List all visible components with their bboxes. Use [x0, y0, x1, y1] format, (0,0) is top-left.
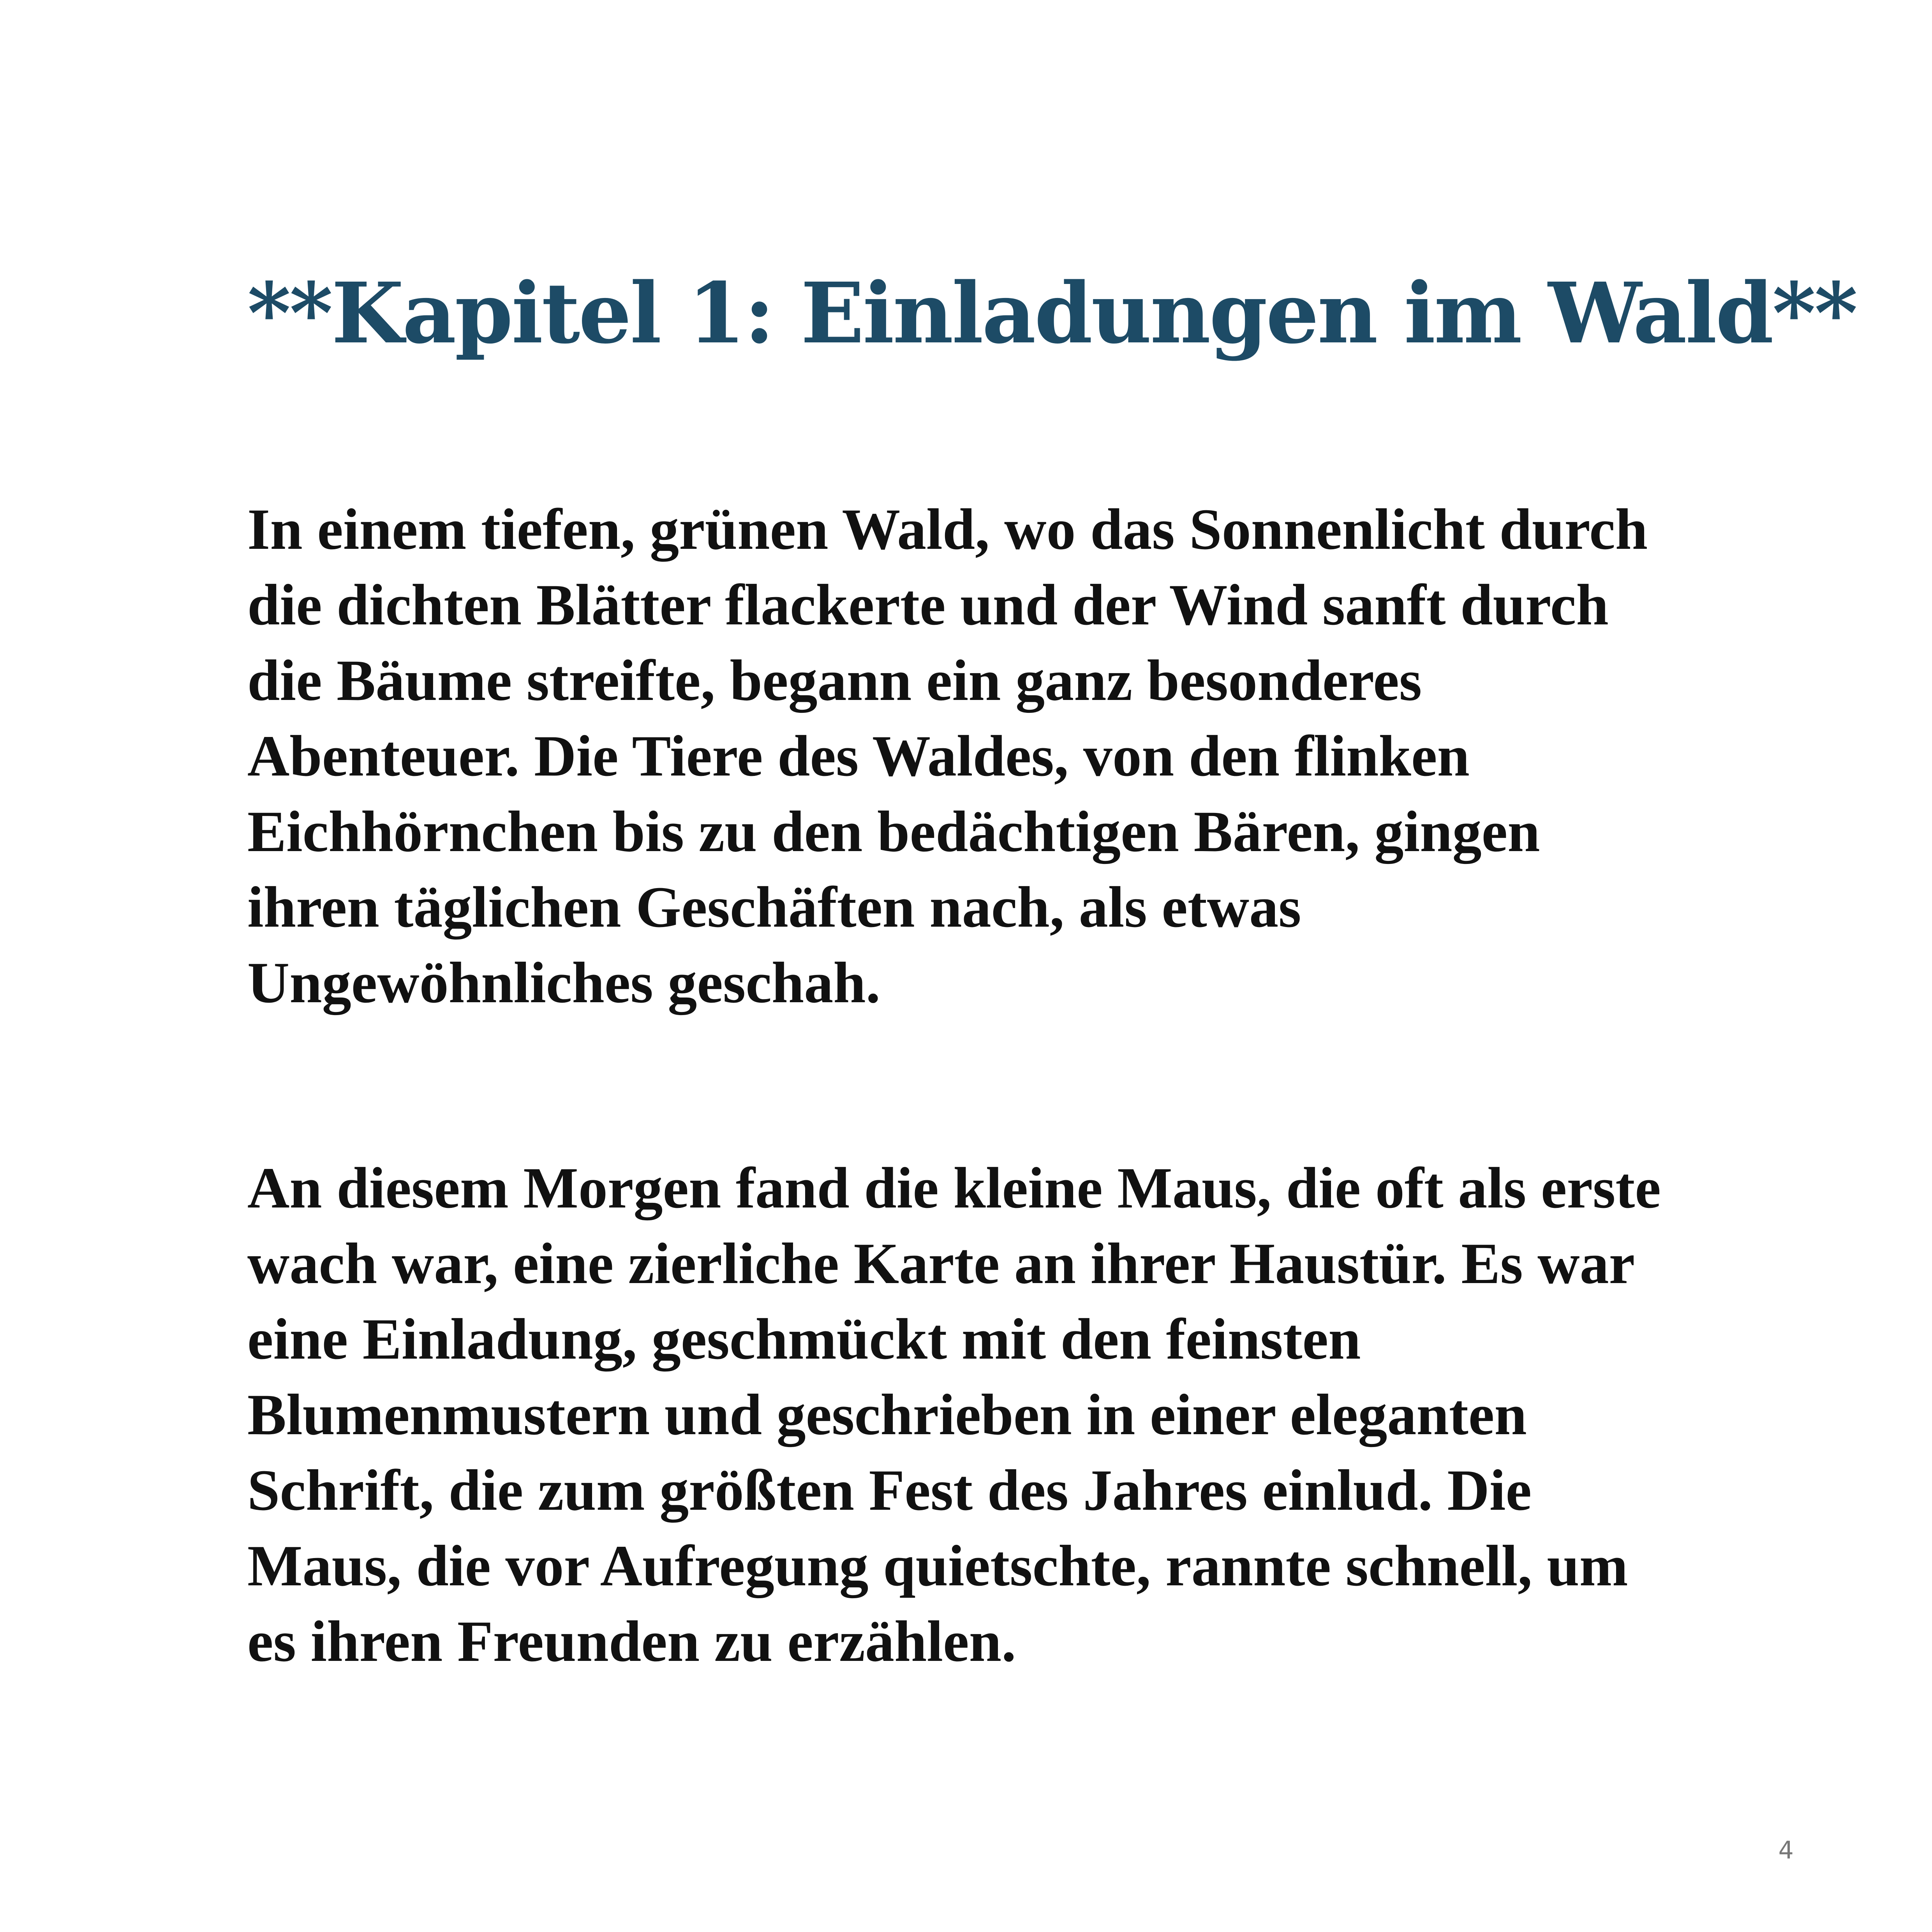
paragraph-line: wach war, eine zierliche Karte an ihrer Haustür. Es war — [247, 1231, 1635, 1296]
paragraph-line: Blumenmustern und geschrieben in einer eleganten — [247, 1382, 1527, 1447]
page-number: 4 — [1778, 1836, 1794, 1864]
paragraph-line: eine Einladung, geschmückt mit den feinsten — [247, 1307, 1361, 1371]
paragraph-line: Ungewöhnliches geschah. — [247, 950, 881, 1015]
paragraph-line: die dichten Blätter flackerte und der Wind sanft durch — [247, 573, 1609, 637]
paragraph-2 — [247, 1150, 1712, 1679]
paragraph-line: Maus, die vor Aufregung quietschte, rannte schnell, um — [247, 1534, 1628, 1598]
paragraph-line: die Bäume streifte, begann ein ganz besonderes — [247, 648, 1422, 713]
paragraph-line: Schrift, die zum größten Fest des Jahres einlud. Die — [247, 1458, 1532, 1523]
paragraph-line: Eichhörnchen bis zu den bedächtigen Bären, gingen — [247, 799, 1540, 864]
paragraph-line: Abenteuer. Die Tiere des Waldes, von den flinken — [247, 724, 1470, 788]
paragraph-1 — [247, 492, 1712, 1021]
paragraph-line: es ihren Freunden zu erzählen. — [247, 1609, 1016, 1674]
paragraph-line: ihren täglichen Geschäften nach, als etwas — [247, 875, 1301, 940]
paragraph-line: An diesem Morgen fand die kleine Maus, die oft als erste — [247, 1156, 1661, 1220]
paragraph-line: In einem tiefen, grünen Wald, wo das Sonnenlicht durch — [247, 497, 1648, 562]
chapter-title: **Kapitel 1: Einladungen im Wald** — [247, 264, 1856, 362]
